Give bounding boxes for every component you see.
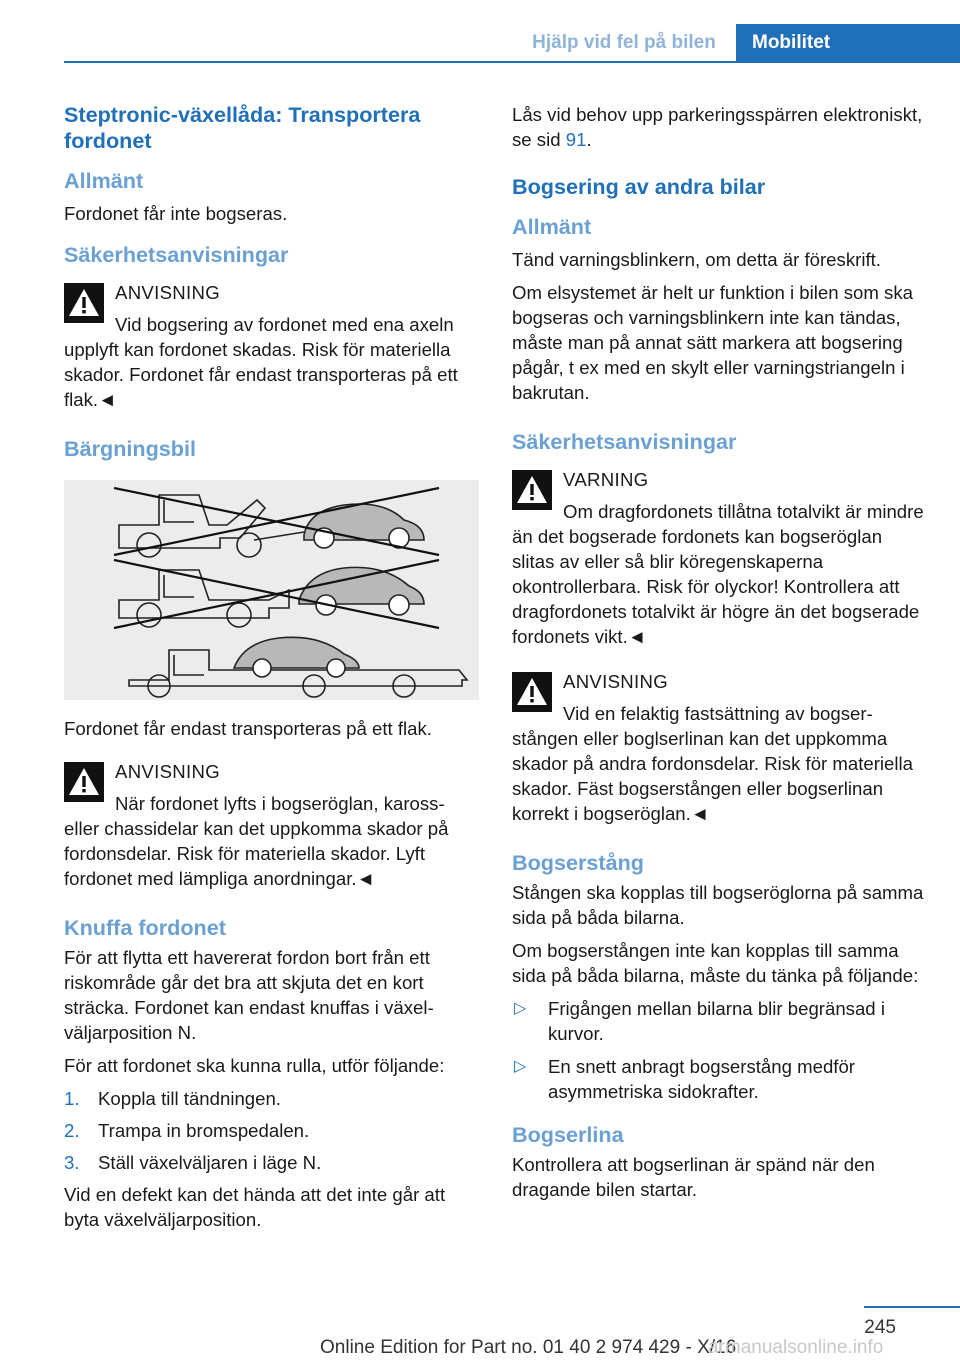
heading-sakerhetsanvisningar: Säkerhetsanvisningar [512,429,737,454]
warning-triangle-icon [512,672,552,712]
notice-text: När fordonet lyfts i bogseröglan, kaross- eller chassidelar kan det uppkomma skador på fordonsdelar. Risk för materiella skador. Lyft fordonet med lämpliga anordningar.◄ [64,793,449,889]
warning-triangle-icon [64,762,104,802]
right-column [512,102,927,1210]
warning-triangle-icon [512,470,552,510]
steps-list [64,1086,479,1175]
notice-text: Vid bogsering av fordonet med ena axeln upplyft kan fordonet skadas. Risk för materiella skador. Fordonet får endast transporteras på ett flak.◄ [64,314,458,410]
notice-label: ANVISNING [563,671,668,692]
heading-bogserlina: Bogserlina [512,1122,624,1147]
list-item: ▷ En snett anbragt bogserstång medför asymmetriska sidokrafter. [514,1056,855,1102]
knuffa-text: För att flytta ett havererat fordon bort från ett riskområde går det bra att skjuta det en kort sträcka. Fordonet kan endast knuffas i växelväljarposition N. [64,947,434,1043]
bullet-triangle-icon: ▷ [514,1058,527,1075]
watermark-text: armanualsonline.info [708,1337,884,1358]
heading-sakerhetsanvisningar: Säkerhetsanvisningar [64,242,289,267]
running-header-chapter-tab: Mobilitet [736,24,960,63]
allmant-text-2: Om elsystemet är helt ur funktion i bilen som ska bogseras och varningsblinkern inte kan tändas, måste man på annat sätt markera att bogsering pågår, t ex med en skylt eller varningstriangeln i bakrutan. [512,282,913,403]
header-rule [64,61,960,63]
warning-label: VARNING [563,469,649,490]
bogserlina-text: Kontrollera att bogserlinan är spänd när den dragande bilen startar. [512,1154,875,1200]
unlock-text: Lås vid behov upp parkeringsspärren elektroniskt, se sid 91. [512,104,923,150]
page-reference-link[interactable]: 91 [565,129,587,150]
notice-label: ANVISNING [115,282,220,303]
notice-block-2 [64,759,479,891]
bullet-list [512,996,927,1104]
left-column [64,102,479,1240]
warning-block [512,467,927,649]
allmant-text: Fordonet får inte bogseras. [64,203,288,224]
warning-triangle-icon [64,283,104,323]
heading-knuffa-fordonet: Knuffa fordonet [64,915,226,940]
section-title-bogsering: Bogsering av andra bilar [512,174,766,199]
bogserstang-text-2: Om bogserstången inte kan kopplas till samma sida på båda bilarna, måste du tänka på följande: [512,940,919,986]
steps-intro: För att fordonet ska kunna rulla, utför följande: [64,1055,445,1076]
list-item: 1. Koppla till tändningen. [64,1088,281,1109]
footer-rule [864,1306,960,1308]
bogserstang-text-1: Stången ska kopplas till bogseröglorna på samma sida på båda bilarna. [512,882,924,928]
edition-text: Online Edition for Part no. 01 40 2 974 429 - X/16 [320,1337,737,1358]
defect-text: Vid en defekt kan det hända att det inte går att byta växelväljarposition. [64,1184,446,1230]
notice-block-1 [64,280,479,412]
warning-text: Om dragfordonets tillåtna totalvikt är mindre än det bogserade fordonets kan bogseröglan slitas av eller så blir köregenskaperna okontrollerbara. Risk för olyckor! Kontrollera att dragfordonets totalvikt är högre än det bogserade fordonets vikt.◄ [512,501,924,647]
tow-truck-illustration [64,480,479,700]
running-header-section: Hjälp vid fel på bilen [532,32,716,53]
heading-allmant: Allmänt [64,168,144,193]
list-item: 3. Ställ växelväljaren i läge N. [64,1152,322,1173]
allmant-text-1: Tänd varningsblinkern, om detta är föreskrift. [512,249,881,270]
heading-bargningsbil: Bärgningsbil [64,436,196,461]
notice-text: Vid en felaktig fastsättning av bogserstången eller boglserlinan kan det uppkomma skador på andra fordonsdelar. Risk för materiella skador. Fäst bogserstången eller bogserlinan korrekt i bogseröglan.◄ [512,703,913,824]
figure-caption: Fordonet får endast transporteras på ett flak. [64,718,432,739]
notice-label: ANVISNING [115,761,220,782]
heading-bogserstang: Bogserstång [512,850,644,875]
list-item: 2. Trampa in bromspedalen. [64,1120,310,1141]
list-item: ▷ Frigången mellan bilarna blir begränsad i kurvor. [514,998,885,1044]
heading-allmant: Allmänt [512,214,592,239]
page-number: 245 [864,1317,896,1338]
bullet-triangle-icon: ▷ [514,1000,527,1017]
notice-block [512,669,927,826]
section-title-steptronic: Steptronic-växellåda: Transportera fordonet [64,102,421,153]
